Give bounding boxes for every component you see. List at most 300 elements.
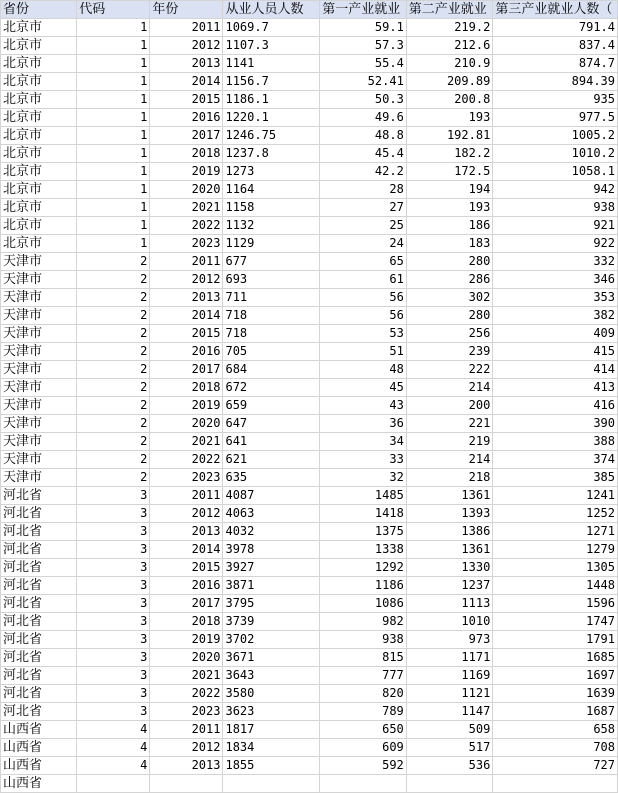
code-cell[interactable]: 3 — [77, 505, 150, 523]
code-cell[interactable]: 3 — [77, 541, 150, 559]
employed-total-cell[interactable]: 672 — [223, 379, 320, 397]
province-cell[interactable]: 山西省 — [1, 739, 77, 757]
province-cell[interactable]: 河北省 — [1, 559, 77, 577]
year-cell[interactable]: 2017 — [150, 127, 223, 145]
secondary-industry-cell[interactable]: 1361 — [406, 541, 493, 559]
secondary-industry-cell[interactable]: 1171 — [406, 649, 493, 667]
code-cell[interactable]: 3 — [77, 631, 150, 649]
secondary-industry-cell[interactable]: 212.6 — [406, 37, 493, 55]
employed-total-cell[interactable]: 635 — [223, 469, 320, 487]
province-cell[interactable]: 天津市 — [1, 397, 77, 415]
primary-industry-cell[interactable]: 938 — [320, 631, 407, 649]
province-cell[interactable]: 天津市 — [1, 253, 77, 271]
code-cell[interactable]: 4 — [77, 739, 150, 757]
header-cell-code[interactable]: 代码 — [77, 1, 150, 19]
tertiary-industry-cell[interactable]: 415 — [493, 343, 618, 361]
tertiary-industry-cell[interactable]: 1271 — [493, 523, 618, 541]
tertiary-industry-cell[interactable]: 942 — [493, 181, 618, 199]
province-cell[interactable]: 河北省 — [1, 523, 77, 541]
secondary-industry-cell[interactable]: 218 — [406, 469, 493, 487]
primary-industry-cell[interactable]: 59.1 — [320, 19, 407, 37]
primary-industry-cell[interactable]: 48 — [320, 361, 407, 379]
year-cell[interactable]: 2011 — [150, 19, 223, 37]
province-cell[interactable]: 北京市 — [1, 19, 77, 37]
primary-industry-cell[interactable]: 65 — [320, 253, 407, 271]
primary-industry-cell[interactable]: 1418 — [320, 505, 407, 523]
province-cell[interactable]: 天津市 — [1, 415, 77, 433]
employed-total-cell[interactable]: 4087 — [223, 487, 320, 505]
year-cell[interactable]: 2016 — [150, 343, 223, 361]
code-cell[interactable]: 1 — [77, 163, 150, 181]
tertiary-industry-cell[interactable]: 390 — [493, 415, 618, 433]
province-cell[interactable]: 河北省 — [1, 631, 77, 649]
year-cell[interactable]: 2019 — [150, 397, 223, 415]
primary-industry-cell[interactable]: 1186 — [320, 577, 407, 595]
tertiary-industry-cell[interactable]: 727 — [493, 757, 618, 775]
tertiary-industry-cell[interactable]: 346 — [493, 271, 618, 289]
header-cell-province[interactable]: 省份 — [1, 1, 77, 19]
header-cell-secondary-industry[interactable]: 第二产业就业 — [406, 1, 493, 19]
year-cell[interactable]: 2018 — [150, 613, 223, 631]
year-cell[interactable]: 2021 — [150, 667, 223, 685]
secondary-industry-cell[interactable]: 194 — [406, 181, 493, 199]
province-cell[interactable]: 北京市 — [1, 235, 77, 253]
tertiary-industry-cell[interactable]: 1058.1 — [493, 163, 618, 181]
tertiary-industry-cell[interactable]: 1697 — [493, 667, 618, 685]
primary-industry-cell[interactable]: 61 — [320, 271, 407, 289]
code-cell[interactable]: 2 — [77, 415, 150, 433]
primary-industry-cell[interactable]: 56 — [320, 307, 407, 325]
province-cell[interactable]: 天津市 — [1, 343, 77, 361]
primary-industry-cell[interactable]: 51 — [320, 343, 407, 361]
year-cell[interactable]: 2023 — [150, 703, 223, 721]
province-cell[interactable]: 河北省 — [1, 595, 77, 613]
year-cell[interactable]: 2022 — [150, 451, 223, 469]
tertiary-industry-cell[interactable]: 935 — [493, 91, 618, 109]
code-cell[interactable]: 1 — [77, 19, 150, 37]
province-cell[interactable]: 河北省 — [1, 541, 77, 559]
tertiary-industry-cell[interactable]: 1252 — [493, 505, 618, 523]
primary-industry-cell[interactable]: 45.4 — [320, 145, 407, 163]
tertiary-industry-cell[interactable]: 1241 — [493, 487, 618, 505]
tertiary-industry-cell[interactable]: 1791 — [493, 631, 618, 649]
secondary-industry-cell[interactable] — [406, 775, 493, 793]
code-cell[interactable]: 3 — [77, 487, 150, 505]
secondary-industry-cell[interactable]: 214 — [406, 451, 493, 469]
secondary-industry-cell[interactable]: 239 — [406, 343, 493, 361]
employed-total-cell[interactable]: 1129 — [223, 235, 320, 253]
year-cell[interactable]: 2016 — [150, 577, 223, 595]
primary-industry-cell[interactable]: 650 — [320, 721, 407, 739]
employed-total-cell[interactable]: 659 — [223, 397, 320, 415]
tertiary-industry-cell[interactable]: 1005.2 — [493, 127, 618, 145]
year-cell[interactable]: 2022 — [150, 217, 223, 235]
secondary-industry-cell[interactable]: 1361 — [406, 487, 493, 505]
province-cell[interactable]: 北京市 — [1, 109, 77, 127]
header-cell-employed-total[interactable]: 从业人员人数 — [223, 1, 320, 19]
secondary-industry-cell[interactable]: 1386 — [406, 523, 493, 541]
employed-total-cell[interactable]: 1237.8 — [223, 145, 320, 163]
year-cell[interactable]: 2015 — [150, 559, 223, 577]
tertiary-industry-cell[interactable]: 1687 — [493, 703, 618, 721]
tertiary-industry-cell[interactable]: 385 — [493, 469, 618, 487]
tertiary-industry-cell[interactable]: 332 — [493, 253, 618, 271]
employed-total-cell[interactable]: 677 — [223, 253, 320, 271]
code-cell[interactable]: 3 — [77, 667, 150, 685]
employed-total-cell[interactable]: 1855 — [223, 757, 320, 775]
primary-industry-cell[interactable]: 34 — [320, 433, 407, 451]
primary-industry-cell[interactable]: 1338 — [320, 541, 407, 559]
primary-industry-cell[interactable]: 25 — [320, 217, 407, 235]
employed-total-cell[interactable]: 1834 — [223, 739, 320, 757]
year-cell[interactable]: 2012 — [150, 739, 223, 757]
secondary-industry-cell[interactable]: 302 — [406, 289, 493, 307]
tertiary-industry-cell[interactable]: 1747 — [493, 613, 618, 631]
employed-total-cell[interactable]: 621 — [223, 451, 320, 469]
code-cell[interactable]: 1 — [77, 181, 150, 199]
tertiary-industry-cell[interactable]: 874.7 — [493, 55, 618, 73]
province-cell[interactable]: 天津市 — [1, 379, 77, 397]
employed-total-cell[interactable]: 1186.1 — [223, 91, 320, 109]
code-cell[interactable]: 3 — [77, 523, 150, 541]
employed-total-cell[interactable]: 1158 — [223, 199, 320, 217]
code-cell[interactable]: 2 — [77, 307, 150, 325]
province-cell[interactable]: 天津市 — [1, 451, 77, 469]
primary-industry-cell[interactable] — [320, 775, 407, 793]
secondary-industry-cell[interactable]: 186 — [406, 217, 493, 235]
secondary-industry-cell[interactable]: 219 — [406, 433, 493, 451]
employed-total-cell[interactable]: 3580 — [223, 685, 320, 703]
code-cell[interactable]: 2 — [77, 451, 150, 469]
employed-total-cell[interactable]: 711 — [223, 289, 320, 307]
year-cell[interactable]: 2019 — [150, 631, 223, 649]
tertiary-industry-cell[interactable]: 1448 — [493, 577, 618, 595]
province-cell[interactable]: 河北省 — [1, 505, 77, 523]
code-cell[interactable]: 4 — [77, 757, 150, 775]
tertiary-industry-cell[interactable]: 658 — [493, 721, 618, 739]
secondary-industry-cell[interactable]: 219.2 — [406, 19, 493, 37]
year-cell[interactable]: 2021 — [150, 199, 223, 217]
year-cell[interactable]: 2011 — [150, 487, 223, 505]
year-cell[interactable]: 2018 — [150, 379, 223, 397]
province-cell[interactable]: 天津市 — [1, 271, 77, 289]
year-cell[interactable]: 2017 — [150, 595, 223, 613]
employed-total-cell[interactable]: 684 — [223, 361, 320, 379]
employed-total-cell[interactable]: 1141 — [223, 55, 320, 73]
employed-total-cell[interactable]: 3927 — [223, 559, 320, 577]
province-cell[interactable]: 河北省 — [1, 577, 77, 595]
code-cell[interactable]: 3 — [77, 559, 150, 577]
secondary-industry-cell[interactable]: 1393 — [406, 505, 493, 523]
tertiary-industry-cell[interactable]: 938 — [493, 199, 618, 217]
province-cell[interactable]: 天津市 — [1, 325, 77, 343]
secondary-industry-cell[interactable]: 222 — [406, 361, 493, 379]
code-cell[interactable]: 2 — [77, 253, 150, 271]
year-cell[interactable]: 2012 — [150, 37, 223, 55]
year-cell[interactable]: 2015 — [150, 91, 223, 109]
header-cell-tertiary-industry[interactable]: 第三产业就业人数（ — [493, 1, 618, 19]
province-cell[interactable]: 北京市 — [1, 163, 77, 181]
primary-industry-cell[interactable]: 42.2 — [320, 163, 407, 181]
year-cell[interactable]: 2013 — [150, 757, 223, 775]
employed-total-cell[interactable]: 3871 — [223, 577, 320, 595]
tertiary-industry-cell[interactable]: 414 — [493, 361, 618, 379]
primary-industry-cell[interactable]: 982 — [320, 613, 407, 631]
province-cell[interactable]: 北京市 — [1, 199, 77, 217]
province-cell[interactable]: 天津市 — [1, 433, 77, 451]
province-cell[interactable]: 山西省 — [1, 757, 77, 775]
year-cell[interactable]: 2020 — [150, 649, 223, 667]
secondary-industry-cell[interactable]: 221 — [406, 415, 493, 433]
primary-industry-cell[interactable]: 24 — [320, 235, 407, 253]
tertiary-industry-cell[interactable]: 1279 — [493, 541, 618, 559]
code-cell[interactable]: 1 — [77, 235, 150, 253]
primary-industry-cell[interactable]: 53 — [320, 325, 407, 343]
year-cell[interactable]: 2014 — [150, 541, 223, 559]
employed-total-cell[interactable]: 641 — [223, 433, 320, 451]
year-cell[interactable]: 2016 — [150, 109, 223, 127]
code-cell[interactable]: 1 — [77, 145, 150, 163]
employed-total-cell[interactable]: 1246.75 — [223, 127, 320, 145]
employed-total-cell[interactable]: 718 — [223, 325, 320, 343]
year-cell[interactable]: 2013 — [150, 523, 223, 541]
province-cell[interactable]: 河北省 — [1, 487, 77, 505]
secondary-industry-cell[interactable]: 1121 — [406, 685, 493, 703]
province-cell[interactable]: 河北省 — [1, 703, 77, 721]
primary-industry-cell[interactable]: 52.41 — [320, 73, 407, 91]
secondary-industry-cell[interactable]: 1330 — [406, 559, 493, 577]
code-cell[interactable]: 2 — [77, 271, 150, 289]
employed-total-cell[interactable]: 1164 — [223, 181, 320, 199]
primary-industry-cell[interactable]: 50.3 — [320, 91, 407, 109]
province-cell[interactable]: 河北省 — [1, 667, 77, 685]
code-cell[interactable]: 4 — [77, 721, 150, 739]
employed-total-cell[interactable]: 647 — [223, 415, 320, 433]
province-cell[interactable]: 北京市 — [1, 91, 77, 109]
employed-total-cell[interactable]: 693 — [223, 271, 320, 289]
province-cell[interactable]: 山西省 — [1, 721, 77, 739]
secondary-industry-cell[interactable]: 256 — [406, 325, 493, 343]
employed-total-cell[interactable]: 3739 — [223, 613, 320, 631]
code-cell[interactable]: 3 — [77, 703, 150, 721]
year-cell[interactable]: 2014 — [150, 73, 223, 91]
year-cell[interactable] — [150, 775, 223, 793]
year-cell[interactable]: 2020 — [150, 415, 223, 433]
year-cell[interactable]: 2018 — [150, 145, 223, 163]
province-cell[interactable]: 北京市 — [1, 181, 77, 199]
code-cell[interactable]: 1 — [77, 217, 150, 235]
employed-total-cell[interactable] — [223, 775, 320, 793]
province-cell[interactable]: 北京市 — [1, 73, 77, 91]
tertiary-industry-cell[interactable]: 1639 — [493, 685, 618, 703]
tertiary-industry-cell[interactable]: 382 — [493, 307, 618, 325]
primary-industry-cell[interactable]: 1485 — [320, 487, 407, 505]
primary-industry-cell[interactable]: 820 — [320, 685, 407, 703]
tertiary-industry-cell[interactable]: 409 — [493, 325, 618, 343]
secondary-industry-cell[interactable]: 973 — [406, 631, 493, 649]
province-cell[interactable]: 北京市 — [1, 127, 77, 145]
primary-industry-cell[interactable]: 56 — [320, 289, 407, 307]
secondary-industry-cell[interactable]: 1113 — [406, 595, 493, 613]
primary-industry-cell[interactable]: 33 — [320, 451, 407, 469]
tertiary-industry-cell[interactable]: 837.4 — [493, 37, 618, 55]
employed-total-cell[interactable]: 705 — [223, 343, 320, 361]
primary-industry-cell[interactable]: 32 — [320, 469, 407, 487]
code-cell[interactable]: 1 — [77, 91, 150, 109]
year-cell[interactable]: 2015 — [150, 325, 223, 343]
code-cell[interactable]: 2 — [77, 433, 150, 451]
tertiary-industry-cell[interactable]: 388 — [493, 433, 618, 451]
employed-total-cell[interactable]: 1132 — [223, 217, 320, 235]
province-cell[interactable]: 北京市 — [1, 55, 77, 73]
tertiary-industry-cell[interactable]: 413 — [493, 379, 618, 397]
code-cell[interactable]: 2 — [77, 469, 150, 487]
code-cell[interactable]: 3 — [77, 595, 150, 613]
province-cell[interactable]: 天津市 — [1, 361, 77, 379]
secondary-industry-cell[interactable]: 517 — [406, 739, 493, 757]
employed-total-cell[interactable]: 3623 — [223, 703, 320, 721]
province-cell[interactable]: 北京市 — [1, 145, 77, 163]
code-cell[interactable]: 2 — [77, 361, 150, 379]
year-cell[interactable]: 2011 — [150, 721, 223, 739]
year-cell[interactable]: 2021 — [150, 433, 223, 451]
code-cell[interactable]: 2 — [77, 325, 150, 343]
employed-total-cell[interactable]: 3795 — [223, 595, 320, 613]
header-cell-year[interactable]: 年份 — [150, 1, 223, 19]
primary-industry-cell[interactable]: 777 — [320, 667, 407, 685]
province-cell[interactable]: 天津市 — [1, 307, 77, 325]
employed-total-cell[interactable]: 4063 — [223, 505, 320, 523]
year-cell[interactable]: 2023 — [150, 469, 223, 487]
year-cell[interactable]: 2020 — [150, 181, 223, 199]
primary-industry-cell[interactable]: 27 — [320, 199, 407, 217]
code-cell[interactable]: 3 — [77, 577, 150, 595]
tertiary-industry-cell[interactable]: 922 — [493, 235, 618, 253]
year-cell[interactable]: 2014 — [150, 307, 223, 325]
employed-total-cell[interactable]: 3702 — [223, 631, 320, 649]
province-cell[interactable]: 河北省 — [1, 613, 77, 631]
primary-industry-cell[interactable]: 28 — [320, 181, 407, 199]
secondary-industry-cell[interactable]: 200 — [406, 397, 493, 415]
secondary-industry-cell[interactable]: 280 — [406, 253, 493, 271]
primary-industry-cell[interactable]: 55.4 — [320, 55, 407, 73]
secondary-industry-cell[interactable]: 1147 — [406, 703, 493, 721]
primary-industry-cell[interactable]: 789 — [320, 703, 407, 721]
tertiary-industry-cell[interactable]: 894.39 — [493, 73, 618, 91]
tertiary-industry-cell[interactable]: 416 — [493, 397, 618, 415]
employed-total-cell[interactable]: 3671 — [223, 649, 320, 667]
secondary-industry-cell[interactable]: 172.5 — [406, 163, 493, 181]
primary-industry-cell[interactable]: 592 — [320, 757, 407, 775]
employed-total-cell[interactable]: 1817 — [223, 721, 320, 739]
code-cell[interactable]: 1 — [77, 199, 150, 217]
year-cell[interactable]: 2017 — [150, 361, 223, 379]
tertiary-industry-cell[interactable] — [493, 775, 618, 793]
code-cell[interactable]: 2 — [77, 397, 150, 415]
tertiary-industry-cell[interactable]: 1596 — [493, 595, 618, 613]
header-cell-primary-industry[interactable]: 第一产业就业 — [320, 1, 407, 19]
tertiary-industry-cell[interactable]: 374 — [493, 451, 618, 469]
secondary-industry-cell[interactable]: 182.2 — [406, 145, 493, 163]
secondary-industry-cell[interactable]: 209.89 — [406, 73, 493, 91]
code-cell[interactable] — [77, 775, 150, 793]
tertiary-industry-cell[interactable]: 977.5 — [493, 109, 618, 127]
secondary-industry-cell[interactable]: 214 — [406, 379, 493, 397]
code-cell[interactable]: 3 — [77, 685, 150, 703]
secondary-industry-cell[interactable]: 193 — [406, 199, 493, 217]
year-cell[interactable]: 2023 — [150, 235, 223, 253]
secondary-industry-cell[interactable]: 210.9 — [406, 55, 493, 73]
province-cell[interactable]: 天津市 — [1, 289, 77, 307]
secondary-industry-cell[interactable]: 200.8 — [406, 91, 493, 109]
primary-industry-cell[interactable]: 36 — [320, 415, 407, 433]
province-cell[interactable]: 河北省 — [1, 649, 77, 667]
province-cell[interactable]: 北京市 — [1, 217, 77, 235]
tertiary-industry-cell[interactable]: 353 — [493, 289, 618, 307]
secondary-industry-cell[interactable]: 193 — [406, 109, 493, 127]
code-cell[interactable]: 1 — [77, 73, 150, 91]
primary-industry-cell[interactable]: 48.8 — [320, 127, 407, 145]
secondary-industry-cell[interactable]: 1237 — [406, 577, 493, 595]
tertiary-industry-cell[interactable]: 791.4 — [493, 19, 618, 37]
employed-total-cell[interactable]: 1107.3 — [223, 37, 320, 55]
employed-total-cell[interactable]: 718 — [223, 307, 320, 325]
secondary-industry-cell[interactable]: 536 — [406, 757, 493, 775]
code-cell[interactable]: 1 — [77, 109, 150, 127]
secondary-industry-cell[interactable]: 1010 — [406, 613, 493, 631]
employed-total-cell[interactable]: 3643 — [223, 667, 320, 685]
tertiary-industry-cell[interactable]: 1010.2 — [493, 145, 618, 163]
code-cell[interactable]: 1 — [77, 37, 150, 55]
employed-total-cell[interactable]: 1156.7 — [223, 73, 320, 91]
code-cell[interactable]: 2 — [77, 343, 150, 361]
tertiary-industry-cell[interactable]: 921 — [493, 217, 618, 235]
code-cell[interactable]: 3 — [77, 649, 150, 667]
primary-industry-cell[interactable]: 43 — [320, 397, 407, 415]
province-cell[interactable]: 河北省 — [1, 685, 77, 703]
employed-total-cell[interactable]: 1069.7 — [223, 19, 320, 37]
year-cell[interactable]: 2012 — [150, 271, 223, 289]
employed-total-cell[interactable]: 3978 — [223, 541, 320, 559]
secondary-industry-cell[interactable]: 192.81 — [406, 127, 493, 145]
province-cell[interactable]: 北京市 — [1, 37, 77, 55]
tertiary-industry-cell[interactable]: 1685 — [493, 649, 618, 667]
secondary-industry-cell[interactable]: 286 — [406, 271, 493, 289]
code-cell[interactable]: 2 — [77, 289, 150, 307]
year-cell[interactable]: 2019 — [150, 163, 223, 181]
tertiary-industry-cell[interactable]: 708 — [493, 739, 618, 757]
primary-industry-cell[interactable]: 815 — [320, 649, 407, 667]
code-cell[interactable]: 3 — [77, 613, 150, 631]
year-cell[interactable]: 2022 — [150, 685, 223, 703]
employed-total-cell[interactable]: 1220.1 — [223, 109, 320, 127]
primary-industry-cell[interactable]: 609 — [320, 739, 407, 757]
primary-industry-cell[interactable]: 45 — [320, 379, 407, 397]
primary-industry-cell[interactable]: 1375 — [320, 523, 407, 541]
code-cell[interactable]: 1 — [77, 55, 150, 73]
code-cell[interactable]: 2 — [77, 379, 150, 397]
year-cell[interactable]: 2011 — [150, 253, 223, 271]
primary-industry-cell[interactable]: 49.6 — [320, 109, 407, 127]
secondary-industry-cell[interactable]: 509 — [406, 721, 493, 739]
code-cell[interactable]: 1 — [77, 127, 150, 145]
employed-total-cell[interactable]: 1273 — [223, 163, 320, 181]
secondary-industry-cell[interactable]: 1169 — [406, 667, 493, 685]
province-cell[interactable]: 山西省 — [1, 775, 77, 793]
secondary-industry-cell[interactable]: 280 — [406, 307, 493, 325]
province-cell[interactable]: 天津市 — [1, 469, 77, 487]
year-cell[interactable]: 2013 — [150, 55, 223, 73]
